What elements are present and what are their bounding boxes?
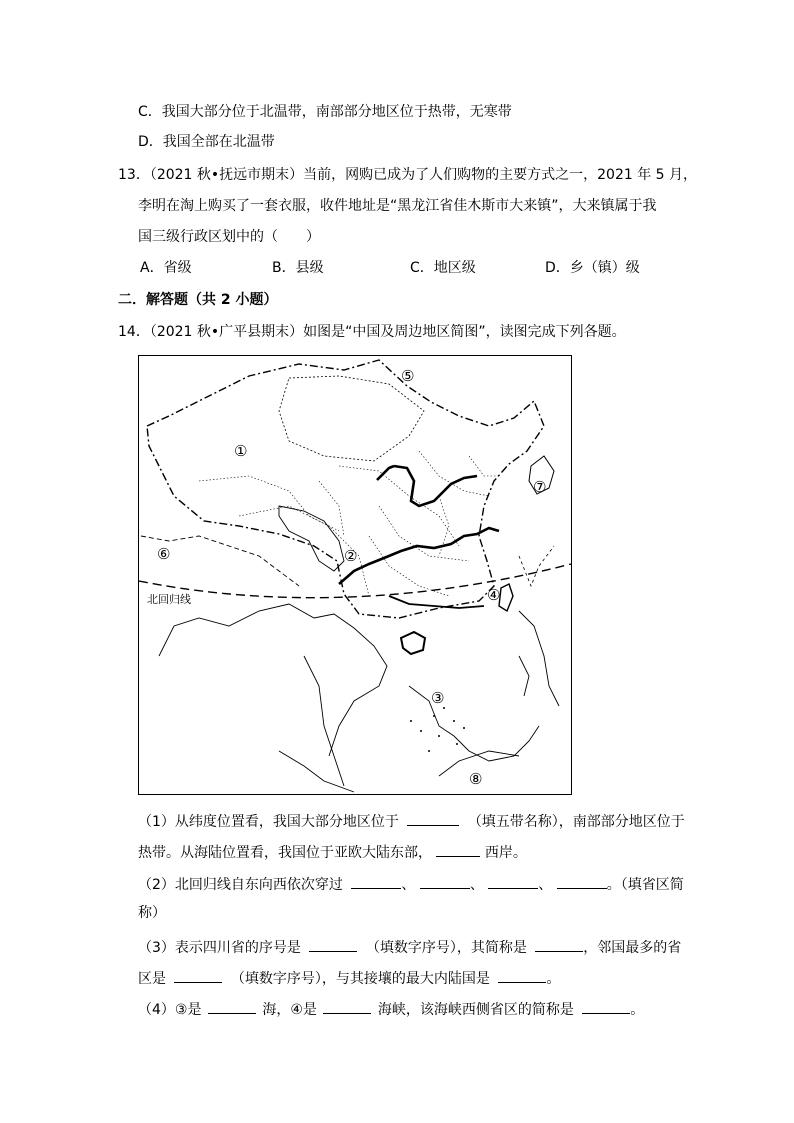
q13-stem-line3: 国三级行政区划中的（ ） (138, 229, 320, 245)
q14-sub2-blank-3[interactable] (488, 872, 538, 889)
marker-5: ⑤ (401, 367, 415, 385)
tropic-of-cancer-line (139, 564, 571, 598)
q14-sub1-blank-2[interactable] (436, 840, 480, 857)
reef-dots (410, 707, 465, 752)
q13-option-a: A．省级 (140, 260, 192, 276)
q14-sub2-blank-1[interactable] (351, 872, 401, 889)
q14-sub1-line1 (138, 809, 685, 832)
china-map-figure (138, 355, 572, 795)
q14-sub3-blank-4[interactable] (498, 966, 546, 983)
sichuan-outline (279, 506, 344, 571)
q12-option-c: C．我国大部分位于北温带，南部部分地区位于热带，无寒带 (138, 104, 512, 120)
separator: 、 (401, 877, 416, 893)
q12-option-d: D．我国全部在北温带 (138, 134, 275, 150)
q14-sub2-line1 (138, 872, 684, 895)
q14-sub3-text-c: ，邻国最多的省 (583, 940, 682, 956)
yellow-river (394, 466, 477, 506)
q14-sub4-text-b: 海，④是 (262, 1002, 317, 1018)
q14-sub4-blank-2[interactable] (323, 997, 371, 1014)
q14-sub2-text-b: 。（填省区简 (606, 877, 684, 893)
q13-stem-line2: 李明在淘上购买了一套衣服，收件地址是“黑龙江省佳木斯市大来镇”，大来镇属于我 (138, 198, 657, 214)
marker-7: ⑦ (533, 478, 547, 496)
q14-sub3-blank-3[interactable] (174, 966, 222, 983)
marker-4: ④ (487, 586, 501, 604)
separator: 、 (469, 877, 484, 893)
q14-sub3-text-e: （填数字序号），与其接壤的最大内陆国是 (230, 971, 490, 987)
section-title: 二．解答题（共 2 小题） (118, 292, 278, 308)
taiwan-island (499, 584, 513, 611)
separator: 、 (538, 877, 553, 893)
q13-option-c: C．地区级 (410, 260, 476, 276)
q14-sub2-blank-2[interactable] (420, 872, 470, 889)
marker-1: ① (234, 442, 248, 460)
mongolia-outline (279, 376, 424, 461)
q14-sub3-blank-1[interactable] (309, 935, 357, 952)
q14-sub3-text-f: 。 (546, 971, 561, 987)
q14-sub3-text-d: 区是 (138, 971, 166, 987)
q14-sub1-line2 (138, 840, 527, 863)
q14-sub2-line2: 称） (138, 905, 166, 921)
yangtze-river (339, 528, 499, 584)
marker-6: ⑥ (157, 545, 171, 563)
pearl-river (389, 596, 484, 608)
q14-sub3-line2 (138, 966, 560, 989)
q14-sub3-text-b: （填数字序号），其简称是 (365, 940, 527, 956)
q14-sub3-blank-2[interactable] (535, 935, 583, 952)
q14-sub4-blank-3[interactable] (582, 997, 630, 1014)
q14-sub1-text-a: （1）从纬度位置看，我国大部分地区位于 (138, 814, 399, 830)
marker-2: ② (344, 547, 358, 565)
map-svg (139, 356, 571, 794)
marker-3: ③ (431, 689, 445, 707)
q14-sub4-text-c: 海峡，该海峡西侧省区的简称是 (377, 1002, 574, 1018)
q13-option-d: D．乡（镇）级 (545, 260, 640, 276)
q14-sub2-blank-4[interactable] (557, 872, 607, 889)
q13-stem-line1: 13．（2021 秋•抚远市期末）当前，网购已成为了人们购物的主要方式之一，2021 年 5 月， (118, 167, 698, 183)
southeast-asia-outline (159, 604, 559, 792)
q14-sub4-text-a: （4）③是 (138, 1002, 202, 1018)
marker-8: ⑧ (469, 770, 483, 788)
q14-sub4-line1 (138, 997, 644, 1020)
q14-sub4-blank-1[interactable] (208, 997, 256, 1014)
q14-sub1-text-d: 西岸。 (484, 845, 527, 861)
q14-sub3-text-a: （3）表示四川省的序号是 (138, 940, 301, 956)
q13-option-b: B．县级 (272, 260, 324, 276)
q14-sub1-text-c: 热带。从海陆位置看，我国位于亚欧大陆东部， (138, 845, 432, 861)
q14-sub2-text-a: （2）北回归线自东向西依次穿过 (138, 877, 343, 893)
q14-sub1-blank-1[interactable] (407, 809, 459, 826)
tropic-of-cancer-label: 北回归线 (147, 593, 191, 606)
hainan-island (401, 632, 425, 654)
q14-sub3-line1 (138, 935, 681, 958)
q14-sub1-text-b: （填五带名称），南部部分地区位于 (467, 814, 685, 830)
q14-sub4-text-d: 。 (630, 1002, 645, 1018)
q14-stem: 14．（2021 秋•广平县期末）如图是“中国及周边地区简图”，读图完成下列各题。 (118, 324, 626, 340)
